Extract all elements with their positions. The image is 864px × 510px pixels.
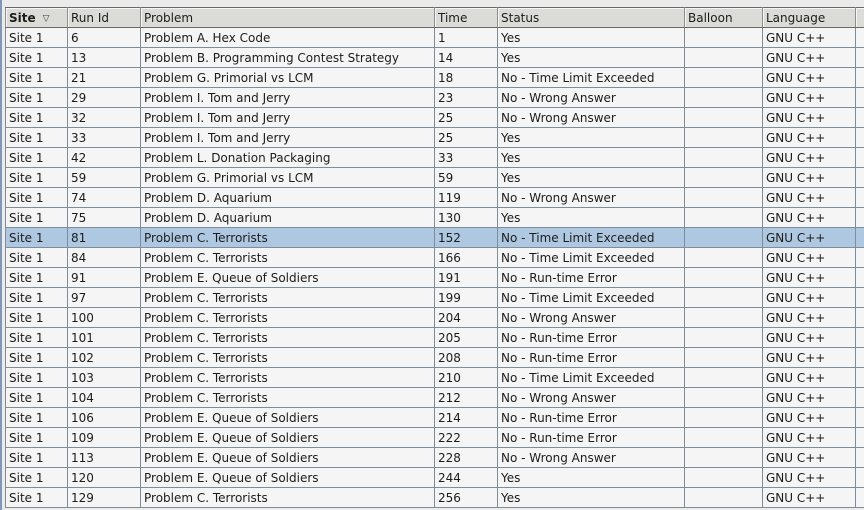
run-cell[interactable] [685, 108, 763, 128]
run-cell[interactable] [856, 28, 864, 48]
run-cell[interactable]: 106 [68, 408, 141, 428]
run-row[interactable] [6, 468, 864, 488]
run-cell[interactable] [685, 268, 763, 288]
run-cell[interactable] [685, 488, 763, 508]
run-cell[interactable]: Site 1 [6, 428, 68, 448]
run-cell[interactable]: Problem C. Terrorists [141, 248, 435, 268]
run-cell[interactable]: 166 [435, 248, 498, 268]
run-cell[interactable]: Problem L. Donation Packaging [141, 148, 435, 168]
run-cell[interactable]: No - Wrong Answer [498, 388, 685, 408]
run-cell[interactable]: Problem I. Tom and Jerry [141, 128, 435, 148]
run-row[interactable] [6, 288, 864, 308]
run-row[interactable] [6, 148, 864, 168]
run-cell[interactable] [856, 308, 864, 328]
run-cell[interactable]: 119 [435, 188, 498, 208]
run-cell[interactable]: 103 [68, 368, 141, 388]
run-cell[interactable]: 205 [435, 328, 498, 348]
run-cell[interactable]: Problem C. Terrorists [141, 328, 435, 348]
run-cell[interactable] [685, 428, 763, 448]
run-cell[interactable]: 81 [68, 228, 141, 248]
run-cell[interactable] [856, 128, 864, 148]
column-header-extra [856, 8, 864, 28]
run-row[interactable] [6, 348, 864, 368]
column-header-label: Problem [144, 10, 194, 25]
run-cell[interactable] [685, 248, 763, 268]
run-cell[interactable] [685, 448, 763, 468]
run-cell[interactable]: Yes [498, 28, 685, 48]
runs-table-container [5, 7, 864, 508]
run-cell[interactable]: Problem C. Terrorists [141, 388, 435, 408]
run-cell[interactable]: 1 [435, 28, 498, 48]
run-cell[interactable] [856, 108, 864, 128]
run-cell[interactable] [685, 48, 763, 68]
column-header-label: Time [438, 10, 468, 25]
run-cell[interactable]: GNU C++ [763, 388, 856, 408]
run-cell[interactable] [685, 468, 763, 488]
run-cell[interactable] [856, 348, 864, 368]
run-cell[interactable]: Site 1 [6, 448, 68, 468]
run-cell[interactable] [856, 228, 864, 248]
run-cell[interactable]: No - Wrong Answer [498, 308, 685, 328]
run-cell[interactable]: GNU C++ [763, 428, 856, 448]
run-cell[interactable] [856, 448, 864, 468]
run-cell[interactable] [685, 388, 763, 408]
run-cell[interactable]: 59 [435, 168, 498, 188]
run-cell[interactable]: No - Wrong Answer [498, 188, 685, 208]
run-cell[interactable] [856, 388, 864, 408]
run-cell[interactable]: 74 [68, 188, 141, 208]
run-cell[interactable] [856, 248, 864, 268]
run-cell[interactable]: Problem A. Hex Code [141, 28, 435, 48]
run-cell[interactable]: 120 [68, 468, 141, 488]
run-cell[interactable]: No - Run-time Error [498, 268, 685, 288]
run-cell[interactable]: 33 [435, 148, 498, 168]
run-cell[interactable] [856, 368, 864, 388]
run-cell[interactable] [856, 188, 864, 208]
run-cell[interactable]: Site 1 [6, 308, 68, 328]
run-cell[interactable]: No - Time Limit Exceeded [498, 288, 685, 308]
run-cell[interactable]: GNU C++ [763, 68, 856, 88]
run-row[interactable] [6, 388, 864, 408]
run-cell[interactable] [685, 368, 763, 388]
run-cell[interactable]: Problem E. Queue of Soldiers [141, 448, 435, 468]
run-cell[interactable]: Site 1 [6, 128, 68, 148]
run-row[interactable] [6, 88, 864, 108]
run-cell[interactable]: Site 1 [6, 388, 68, 408]
column-header-label: Site [9, 10, 36, 25]
run-cell[interactable]: 6 [68, 28, 141, 48]
run-cell[interactable] [856, 288, 864, 308]
run-cell[interactable]: GNU C++ [763, 408, 856, 428]
run-cell[interactable]: 208 [435, 348, 498, 368]
run-cell[interactable]: Site 1 [6, 148, 68, 168]
run-cell[interactable]: Site 1 [6, 188, 68, 208]
run-row[interactable] [6, 488, 864, 508]
sort-descending-icon: ▽ [42, 13, 50, 24]
run-cell[interactable]: 212 [435, 388, 498, 408]
column-header-time[interactable] [435, 8, 498, 28]
run-cell[interactable]: 13 [68, 48, 141, 68]
run-cell[interactable]: No - Time Limit Exceeded [498, 68, 685, 88]
run-cell[interactable]: GNU C++ [763, 168, 856, 188]
run-cell[interactable] [856, 268, 864, 288]
run-cell[interactable]: Problem E. Queue of Soldiers [141, 428, 435, 448]
run-cell[interactable]: GNU C++ [763, 268, 856, 288]
run-cell[interactable]: Yes [498, 148, 685, 168]
run-cell[interactable]: Problem I. Tom and Jerry [141, 88, 435, 108]
run-cell[interactable] [685, 168, 763, 188]
run-cell[interactable]: 97 [68, 288, 141, 308]
run-cell[interactable]: No - Run-time Error [498, 428, 685, 448]
run-cell[interactable]: Yes [498, 208, 685, 228]
run-cell[interactable]: Site 1 [6, 68, 68, 88]
run-row[interactable] [6, 228, 864, 248]
run-cell[interactable]: 204 [435, 308, 498, 328]
run-cell[interactable]: GNU C++ [763, 188, 856, 208]
run-cell[interactable]: Site 1 [6, 48, 68, 68]
run-cell[interactable] [685, 148, 763, 168]
table-header-row [6, 8, 864, 28]
run-cell[interactable]: Problem G. Primorial vs LCM [141, 68, 435, 88]
run-cell[interactable]: Problem C. Terrorists [141, 348, 435, 368]
run-cell[interactable]: GNU C++ [763, 488, 856, 508]
run-row[interactable] [6, 108, 864, 128]
run-cell[interactable]: 21 [68, 68, 141, 88]
run-row[interactable] [6, 248, 864, 268]
run-cell[interactable]: Yes [498, 468, 685, 488]
run-cell[interactable]: Yes [498, 48, 685, 68]
run-cell[interactable]: GNU C++ [763, 28, 856, 48]
run-cell[interactable]: 100 [68, 308, 141, 328]
run-cell[interactable]: 130 [435, 208, 498, 228]
run-cell[interactable]: 29 [68, 88, 141, 108]
run-cell[interactable]: 113 [68, 448, 141, 468]
run-cell[interactable]: GNU C++ [763, 108, 856, 128]
run-cell[interactable]: 228 [435, 448, 498, 468]
column-header-site[interactable] [6, 8, 68, 28]
column-header-label: Balloon [688, 10, 733, 25]
run-cell[interactable] [856, 328, 864, 348]
run-cell[interactable]: 104 [68, 388, 141, 408]
run-cell[interactable]: Problem C. Terrorists [141, 308, 435, 328]
run-cell[interactable] [856, 68, 864, 88]
run-cell[interactable]: Site 1 [6, 208, 68, 228]
run-cell[interactable]: Site 1 [6, 268, 68, 288]
column-header-status[interactable] [498, 8, 685, 28]
run-cell[interactable]: 214 [435, 408, 498, 428]
run-cell[interactable]: Site 1 [6, 328, 68, 348]
run-cell[interactable]: Site 1 [6, 288, 68, 308]
run-cell[interactable]: No - Wrong Answer [498, 448, 685, 468]
run-cell[interactable]: 84 [68, 248, 141, 268]
run-cell[interactable]: No - Run-time Error [498, 348, 685, 368]
panel-edge-divider [0, 0, 2, 510]
run-cell[interactable]: 59 [68, 168, 141, 188]
run-cell[interactable] [856, 88, 864, 108]
run-cell[interactable]: 18 [435, 68, 498, 88]
run-row[interactable] [6, 188, 864, 208]
run-cell[interactable]: Site 1 [6, 368, 68, 388]
run-cell[interactable] [685, 128, 763, 148]
run-cell[interactable]: No - Time Limit Exceeded [498, 248, 685, 268]
run-cell[interactable]: 199 [435, 288, 498, 308]
run-cell[interactable]: 101 [68, 328, 141, 348]
run-cell[interactable]: GNU C++ [763, 88, 856, 108]
run-cell[interactable]: Site 1 [6, 108, 68, 128]
run-cell[interactable]: 32 [68, 108, 141, 128]
run-row[interactable] [6, 268, 864, 288]
run-cell[interactable]: Problem E. Queue of Soldiers [141, 408, 435, 428]
run-cell[interactable]: Site 1 [6, 348, 68, 368]
column-header-balloon[interactable] [685, 8, 763, 28]
run-cell[interactable]: Problem G. Primorial vs LCM [141, 168, 435, 188]
run-row[interactable] [6, 128, 864, 148]
run-cell[interactable]: 210 [435, 368, 498, 388]
run-cell[interactable] [856, 148, 864, 168]
column-header-label: Run Id [71, 10, 109, 25]
run-cell[interactable]: 152 [435, 228, 498, 248]
run-row[interactable] [6, 168, 864, 188]
run-cell[interactable]: 33 [68, 128, 141, 148]
run-cell[interactable]: GNU C++ [763, 48, 856, 68]
run-cell[interactable]: No - Wrong Answer [498, 88, 685, 108]
run-cell[interactable]: 91 [68, 268, 141, 288]
run-cell[interactable]: Problem I. Tom and Jerry [141, 108, 435, 128]
run-cell[interactable] [685, 308, 763, 328]
run-row[interactable] [6, 308, 864, 328]
run-cell[interactable]: Yes [498, 128, 685, 148]
run-cell[interactable] [685, 208, 763, 228]
run-cell[interactable]: Problem C. Terrorists [141, 368, 435, 388]
run-cell[interactable]: Yes [498, 168, 685, 188]
column-header-label: Status [501, 10, 540, 25]
run-cell[interactable]: 23 [435, 88, 498, 108]
run-cell[interactable]: Site 1 [6, 88, 68, 108]
run-cell[interactable]: Problem C. Terrorists [141, 488, 435, 508]
run-cell[interactable] [685, 348, 763, 368]
run-cell[interactable]: Problem C. Terrorists [141, 288, 435, 308]
run-row[interactable] [6, 368, 864, 388]
run-cell[interactable]: Problem E. Queue of Soldiers [141, 468, 435, 488]
run-row[interactable] [6, 448, 864, 468]
run-cell[interactable] [685, 228, 763, 248]
run-cell[interactable] [856, 408, 864, 428]
runs-table [5, 7, 864, 508]
run-cell[interactable]: Problem C. Terrorists [141, 228, 435, 248]
run-cell[interactable]: GNU C++ [763, 328, 856, 348]
run-cell[interactable]: No - Run-time Error [498, 328, 685, 348]
run-cell[interactable]: Site 1 [6, 468, 68, 488]
run-row[interactable] [6, 428, 864, 448]
run-cell[interactable] [685, 28, 763, 48]
run-cell[interactable] [685, 188, 763, 208]
run-cell[interactable]: Yes [498, 488, 685, 508]
run-cell[interactable]: 256 [435, 488, 498, 508]
run-cell[interactable]: Site 1 [6, 228, 68, 248]
run-cell[interactable]: GNU C++ [763, 228, 856, 248]
run-cell[interactable] [685, 328, 763, 348]
run-cell[interactable] [856, 48, 864, 68]
run-cell[interactable] [856, 428, 864, 448]
run-cell[interactable]: 14 [435, 48, 498, 68]
run-cell[interactable]: GNU C++ [763, 368, 856, 388]
run-cell[interactable]: Problem D. Aquarium [141, 188, 435, 208]
run-cell[interactable] [856, 488, 864, 508]
run-row[interactable] [6, 28, 864, 48]
run-cell[interactable]: Problem E. Queue of Soldiers [141, 268, 435, 288]
column-header-language[interactable] [763, 8, 856, 28]
run-cell[interactable]: GNU C++ [763, 208, 856, 228]
run-cell[interactable]: GNU C++ [763, 248, 856, 268]
column-header-label: Language [766, 10, 826, 25]
run-cell[interactable]: No - Run-time Error [498, 408, 685, 428]
column-header-problem[interactable] [141, 8, 435, 28]
run-row[interactable] [6, 48, 864, 68]
run-row[interactable] [6, 328, 864, 348]
run-cell[interactable]: GNU C++ [763, 468, 856, 488]
run-cell[interactable]: 109 [68, 428, 141, 448]
run-cell[interactable] [685, 408, 763, 428]
run-cell[interactable]: Problem D. Aquarium [141, 208, 435, 228]
run-row[interactable] [6, 208, 864, 228]
run-cell[interactable]: 25 [435, 108, 498, 128]
run-cell[interactable]: GNU C++ [763, 288, 856, 308]
run-cell[interactable] [685, 68, 763, 88]
run-cell[interactable] [856, 208, 864, 228]
run-cell[interactable]: Site 1 [6, 488, 68, 508]
run-cell[interactable] [856, 468, 864, 488]
run-cell[interactable]: Site 1 [6, 168, 68, 188]
run-cell[interactable]: 75 [68, 208, 141, 228]
run-cell[interactable]: No - Wrong Answer [498, 108, 685, 128]
run-cell[interactable]: GNU C++ [763, 308, 856, 328]
run-cell[interactable]: GNU C++ [763, 128, 856, 148]
run-cell[interactable]: GNU C++ [763, 448, 856, 468]
run-cell[interactable] [685, 288, 763, 308]
column-header-run-id[interactable] [68, 8, 141, 28]
run-row[interactable] [6, 408, 864, 428]
run-cell[interactable]: 25 [435, 128, 498, 148]
run-cell[interactable]: Site 1 [6, 248, 68, 268]
run-cell[interactable]: 42 [68, 148, 141, 168]
run-row[interactable] [6, 68, 864, 88]
run-cell[interactable]: 244 [435, 468, 498, 488]
run-cell[interactable]: 102 [68, 348, 141, 368]
run-cell[interactable]: Problem B. Programming Contest Strategy [141, 48, 435, 68]
run-cell[interactable]: No - Time Limit Exceeded [498, 228, 685, 248]
run-cell[interactable]: No - Time Limit Exceeded [498, 368, 685, 388]
run-cell[interactable]: GNU C++ [763, 348, 856, 368]
run-cell[interactable]: 129 [68, 488, 141, 508]
run-cell[interactable]: 191 [435, 268, 498, 288]
run-cell[interactable] [685, 88, 763, 108]
run-cell[interactable]: Site 1 [6, 408, 68, 428]
run-cell[interactable]: 222 [435, 428, 498, 448]
run-cell[interactable]: Site 1 [6, 28, 68, 48]
run-cell[interactable] [856, 168, 864, 188]
run-cell[interactable]: GNU C++ [763, 148, 856, 168]
